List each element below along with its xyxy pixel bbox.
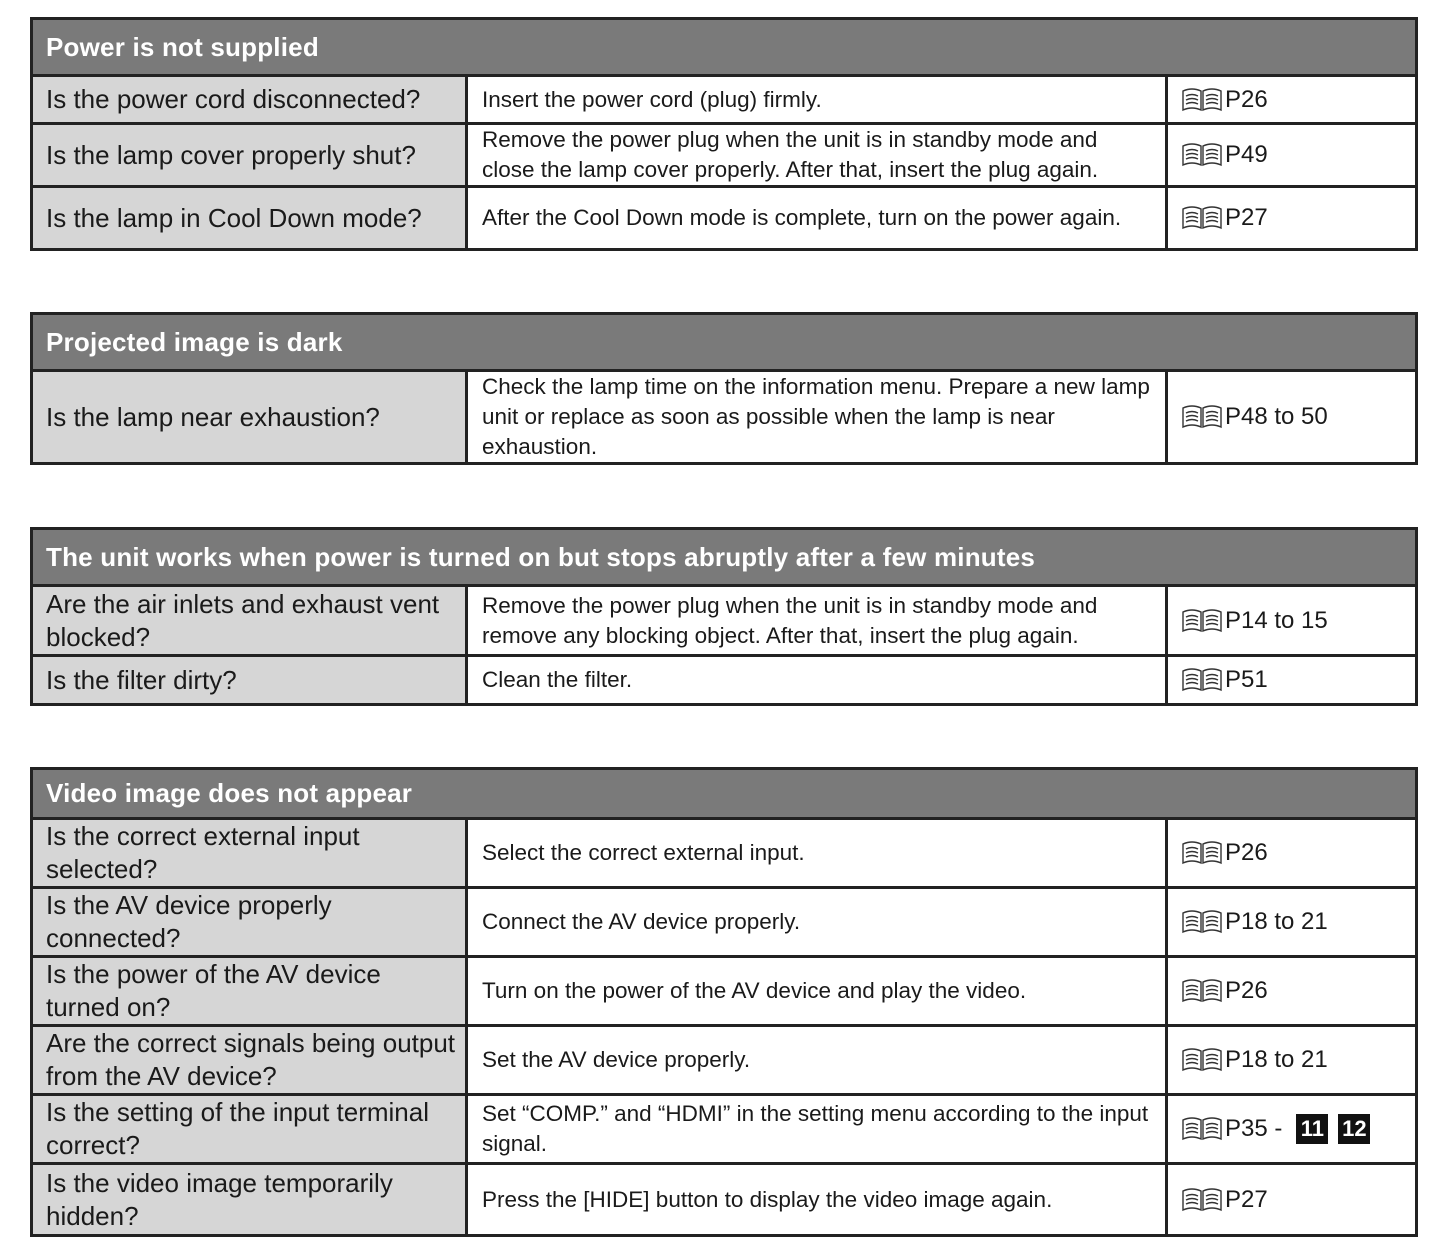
page-ref-cell [1168,1165,1415,1234]
page-ref: P18 to 21 [1225,1046,1328,1073]
page-ref: P14 to 15 [1225,606,1328,634]
question-cell: Is the filter dirty? [33,657,468,703]
page-ref-cell [1168,125,1415,185]
page-ref: P49 [1225,141,1268,168]
page-ref-cell [1168,889,1415,955]
answer-cell: Set the AV device properly. [468,1027,1168,1093]
section-title: Video image does not appear [33,770,1415,820]
page-ref-cell [1168,820,1415,886]
section-title: Power is not supplied [33,20,1415,77]
table-row [33,188,1415,248]
table-row [33,657,1415,703]
page-badge: 11 [1296,1114,1328,1144]
book-icon [1181,909,1223,935]
answer-cell: Insert the power cord (plug) firmly. [468,77,1168,122]
section-title: The unit works when power is turned on but stops abruptly after a few minutes [33,530,1415,587]
answer-cell: After the Cool Down mode is complete, turn on the power again. [468,188,1168,248]
answer-cell: Remove the power plug when the unit is in standby mode and close the lamp cover properly. After that, insert the plug again. [468,125,1168,185]
page-ref: P26 [1225,839,1268,866]
page-ref: P27 [1225,204,1268,231]
answer-cell: Check the lamp time on the information menu. Prepare a new lamp unit or replace as soon as possible when the lamp is near exhaustion. [468,372,1168,462]
question-cell: Are the air inlets and exhaust vent blocked? [33,587,468,654]
table-projected-image-dark [30,312,1418,465]
table-row [33,77,1415,125]
question-cell: Is the lamp in Cool Down mode? [33,188,468,248]
page-ref-cell [1168,77,1415,122]
table-row [33,820,1415,889]
table-row [33,125,1415,188]
answer-cell: Turn on the power of the AV device and play the video. [468,958,1168,1024]
page-ref-cell [1168,188,1415,248]
book-icon [1181,978,1223,1004]
book-icon [1181,840,1223,866]
question-cell: Is the video image temporarily hidden? [33,1165,468,1234]
question-cell: Is the lamp near exhaustion? [33,372,468,462]
table-row [33,372,1415,462]
book-icon [1181,667,1223,693]
question-cell: Are the correct signals being output from the AV device? [33,1027,468,1093]
page-ref-cell [1168,372,1415,462]
table-row [33,889,1415,958]
page-ref: P26 [1225,85,1268,113]
page-ref-cell [1168,657,1415,703]
page-ref: P51 [1225,666,1268,693]
table-power-not-supplied [30,17,1418,251]
question-cell: Is the AV device properly connected? [33,889,468,955]
book-icon [1181,205,1223,231]
book-icon [1181,87,1223,113]
answer-cell: Connect the AV device properly. [468,889,1168,955]
table-video-not-appear [30,767,1418,1237]
page-ref-cell [1168,958,1415,1024]
table-unit-stops-abruptly [30,527,1418,706]
question-cell: Is the correct external input selected? [33,820,468,886]
page-ref: P35 - [1225,1115,1283,1142]
page-ref-cell [1168,1027,1415,1093]
page-ref-cell [1168,1096,1415,1162]
answer-cell: Set “COMP.” and “HDMI” in the setting menu according to the input signal. [468,1096,1168,1162]
page-ref: P48 to 50 [1225,403,1328,430]
question-cell: Is the lamp cover properly shut? [33,125,468,185]
table-row [33,587,1415,657]
table-row [33,1027,1415,1096]
answer-cell: Clean the filter. [468,657,1168,703]
book-icon [1181,1047,1223,1073]
table-row [33,1096,1415,1165]
table-row [33,1165,1415,1234]
answer-cell: Press the [HIDE] button to display the video image again. [468,1165,1168,1234]
question-cell: Is the power cord disconnected? [33,77,468,122]
page-ref: P26 [1225,977,1268,1004]
question-cell: Is the power of the AV device turned on? [33,958,468,1024]
book-icon [1181,1187,1223,1213]
page-ref: P27 [1225,1185,1268,1213]
answer-cell: Remove the power plug when the unit is in standby mode and remove any blocking object. After that, insert the plug again. [468,587,1168,654]
page-ref: P18 to 21 [1225,908,1328,935]
section-title: Projected image is dark [33,315,1415,372]
page-ref-cell [1168,587,1415,654]
book-icon [1181,142,1223,168]
answer-cell: Select the correct external input. [468,820,1168,886]
table-row [33,958,1415,1027]
book-icon [1181,404,1223,430]
question-cell: Is the setting of the input terminal correct? [33,1096,468,1162]
book-icon [1181,608,1223,634]
page-badge: 12 [1338,1114,1370,1144]
book-icon [1181,1116,1223,1142]
